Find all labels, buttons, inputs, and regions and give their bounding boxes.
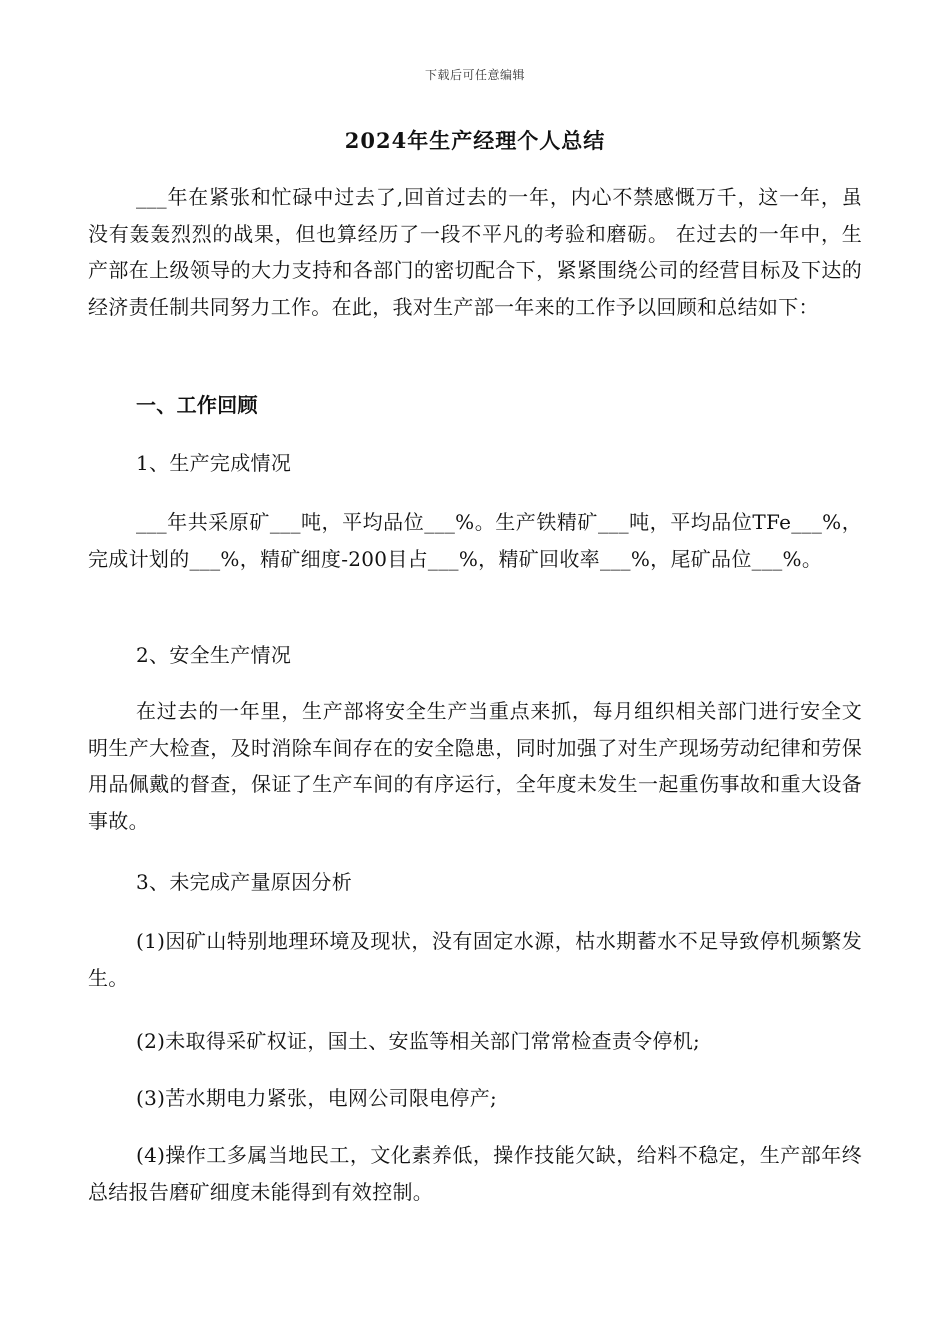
sub-heading-reasons: 3、未完成产量原因分析 xyxy=(136,870,353,894)
document-title: 2024年生产经理个人总结 xyxy=(344,128,606,153)
production-paragraph: ___年共采原矿___吨，平均品位___%。生产铁精矿___吨，平均品位TFe___%，完成计划的___%，精矿细度-200目占___%，精矿回收率___%，尾矿品位___%。 xyxy=(88,510,862,571)
sub-heading-production: 1、生产完成情况 xyxy=(136,451,292,475)
reason-item: (2)未取得采矿权证，国土、安监等相关部门常常检查责令停机; xyxy=(136,1029,701,1053)
header-note: 下载后可任意编辑 xyxy=(424,68,525,82)
reason-item: (3)苦水期电力紧张，电网公司限电停产; xyxy=(136,1086,498,1110)
sub-heading-safety: 2、安全生产情况 xyxy=(136,643,292,667)
reason-item: (1)因矿山特别地理环境及现状，没有固定水源，枯水期蓄水不足导致停机频繁发生。 xyxy=(88,929,862,990)
safety-paragraph: 在过去的一年里，生产部将安全生产当重点来抓，每月组织相关部门进行安全文明生产大检查，及时消除车间存在的安全隐患，同时加强了对生产现场劳动纪律和劳保用品佩戴的督查，保证了生产车间的有序运行，全年度未发生一起重伤事故和重大设备事故。 xyxy=(88,699,862,833)
reason-item: (4)操作工多属当地民工，文化素养低，操作技能欠缺，给料不稳定，生产部年终总结报告磨矿细度未能得到有效控制。 xyxy=(88,1143,862,1204)
section-heading-work-review: 一、工作回顾 xyxy=(136,393,258,417)
intro-paragraph: ___年在紧张和忙碌中过去了,回首过去的一年，内心不禁感慨万千，这一年，虽没有轰轰烈烈的战果，但也算经历了一段不平凡的考验和磨砺。 在过去的一年中，生产部在上级领导的大力支持和各部门的密切配合下，紧紧围绕公司的经营目标及下达的经济责任制共同努力工作。在此，我对生产部一年来的工作予以回顾和总结如下： xyxy=(88,185,862,319)
